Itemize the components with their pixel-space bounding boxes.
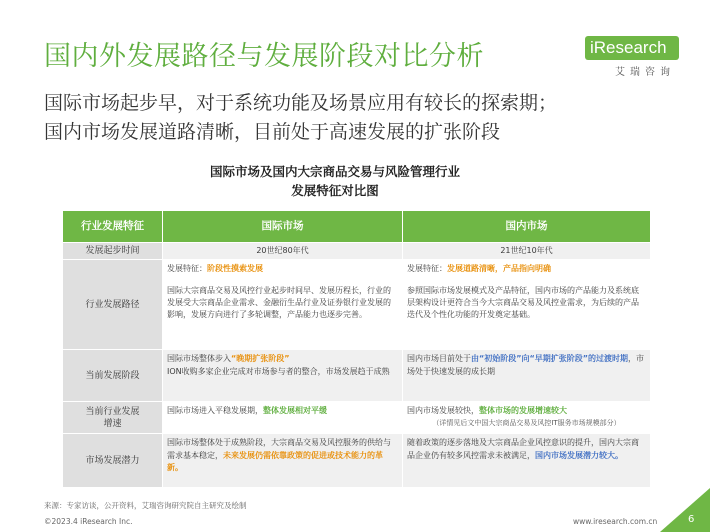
domestic-start-time: 21世纪10年代 bbox=[403, 243, 651, 260]
intl-potential-body: 国际市场整体处于成熟阶段，大宗商品交易及风控服务的供给与需求基本稳定， bbox=[167, 438, 391, 460]
row-label-market-potential: 市场发展潜力 bbox=[63, 434, 163, 488]
subtitle-line-1: 国际市场起步早，对于系统功能及场景应用有较长的探索期； bbox=[44, 92, 558, 114]
subtitle-line-2: 国内市场发展道路清晰，目前处于高速发展的扩张阶段 bbox=[44, 121, 501, 143]
domestic-development-path bbox=[403, 260, 651, 350]
intl-stage-prefix: 国际市场整体步入 bbox=[167, 354, 231, 364]
source-note: 来源：专家访谈，公开资料，艾瑞咨询研究院自主研究及绘制 bbox=[44, 501, 247, 510]
page-number: 6 bbox=[688, 514, 695, 525]
intl-market-potential bbox=[163, 434, 403, 488]
table-row bbox=[63, 402, 651, 434]
table-title-line-2: 发展特征对比图 bbox=[291, 183, 379, 198]
table-row bbox=[63, 260, 651, 350]
logo-wordmark: iResearch bbox=[590, 38, 667, 57]
intl-development-path bbox=[163, 260, 403, 350]
table-title-line-1: 国际市场及国内大宗商品交易与风险管理行业 bbox=[209, 164, 460, 179]
intl-path-highlight: 阶段性摸索发展 bbox=[207, 264, 263, 274]
intl-growth-highlight: 整体发展相对平缓 bbox=[263, 406, 327, 416]
intl-path-prefix: 发展特征： bbox=[167, 264, 207, 274]
intl-stage-body: ION收购多家企业完成对市场参与者的整合，市场发展趋于成熟 bbox=[167, 366, 390, 376]
domestic-stage-body: ，市场处于快速发展的成长期 bbox=[407, 354, 645, 376]
domestic-path-body: 参照国际市场发展模式及产品特征，国内市场的产品能力及系统底层架构设计更符合当今大宗商品交易及风控业需求，为后续的产品迭代及个性化功能的开发奠定基础。 bbox=[407, 285, 639, 320]
table-row bbox=[63, 434, 651, 488]
header-international: 国际市场 bbox=[163, 211, 403, 243]
domestic-growth-rate bbox=[403, 402, 651, 434]
domestic-market-potential bbox=[403, 434, 651, 488]
intl-growth-prefix: 国际市场进入平稳发展期， bbox=[167, 406, 263, 416]
table-header-row bbox=[63, 211, 651, 243]
domestic-potential-highlight: 国内市场发展潜力较大。 bbox=[535, 450, 623, 460]
intl-growth-rate bbox=[163, 402, 403, 434]
page-title: 国内外发展路径与发展阶段对比分析 bbox=[44, 41, 484, 72]
domestic-growth-prefix: 国内市场发展较快， bbox=[407, 406, 479, 416]
table-row bbox=[63, 243, 651, 260]
row-label-growth-rate-text: 当前行业发展增速 bbox=[85, 406, 140, 429]
intl-stage-highlight: “晚期扩张阶段” bbox=[231, 354, 290, 364]
corner-decoration bbox=[660, 488, 710, 532]
domestic-path-prefix: 发展特征： bbox=[407, 264, 447, 274]
intl-potential-highlight: 未来发展仍需依靠政策的促进或技术能力的革新。 bbox=[167, 450, 383, 472]
iresearch-logo bbox=[585, 36, 681, 84]
domestic-growth-note: （详情见后文中国大宗商品交易及风控IT服务市场规模部分） bbox=[432, 418, 621, 427]
domestic-current-stage bbox=[403, 350, 651, 402]
row-label-development-path: 行业发展路径 bbox=[63, 260, 163, 350]
intl-start-time: 20世纪80年代 bbox=[163, 243, 403, 260]
domestic-potential-body: 随着政策的逐步落地及大宗商品企业风控意识的提升，国内大宗商品企业仍有较多风控需求未被满足， bbox=[407, 438, 639, 460]
domestic-stage-prefix: 国内市场目前处于 bbox=[407, 354, 471, 364]
comparison-table bbox=[62, 210, 651, 488]
website-link[interactable]: www.iresearch.com.cn bbox=[573, 517, 658, 526]
row-label-current-stage: 当前发展阶段 bbox=[63, 350, 163, 402]
header-feature: 行业发展特征 bbox=[63, 211, 163, 243]
logo-chinese-name: 艾瑞咨询 bbox=[615, 67, 675, 78]
intl-path-body: 国际大宗商品交易及风控行业起步时间早、发展历程长，行业的发展受大宗商品企业需求、金融衍生品行业及证券银行业发展的影响，发展方向进行了多轮调整，产品能力也逐步完善。 bbox=[167, 285, 391, 320]
domestic-stage-highlight: 由“初始阶段”向“早期扩张阶段”的过渡时期 bbox=[471, 354, 629, 364]
copyright: ©2023.4 iResearch Inc. bbox=[44, 517, 133, 526]
domestic-path-highlight: 发展道路清晰，产品指向明确 bbox=[447, 264, 551, 274]
row-label-growth-rate bbox=[63, 402, 163, 434]
header-domestic: 国内市场 bbox=[403, 211, 651, 243]
table-row bbox=[63, 350, 651, 402]
row-label-start-time: 发展起步时间 bbox=[63, 243, 163, 260]
domestic-growth-highlight: 整体市场的发展增速较大 bbox=[479, 406, 567, 416]
intl-current-stage bbox=[163, 350, 403, 402]
